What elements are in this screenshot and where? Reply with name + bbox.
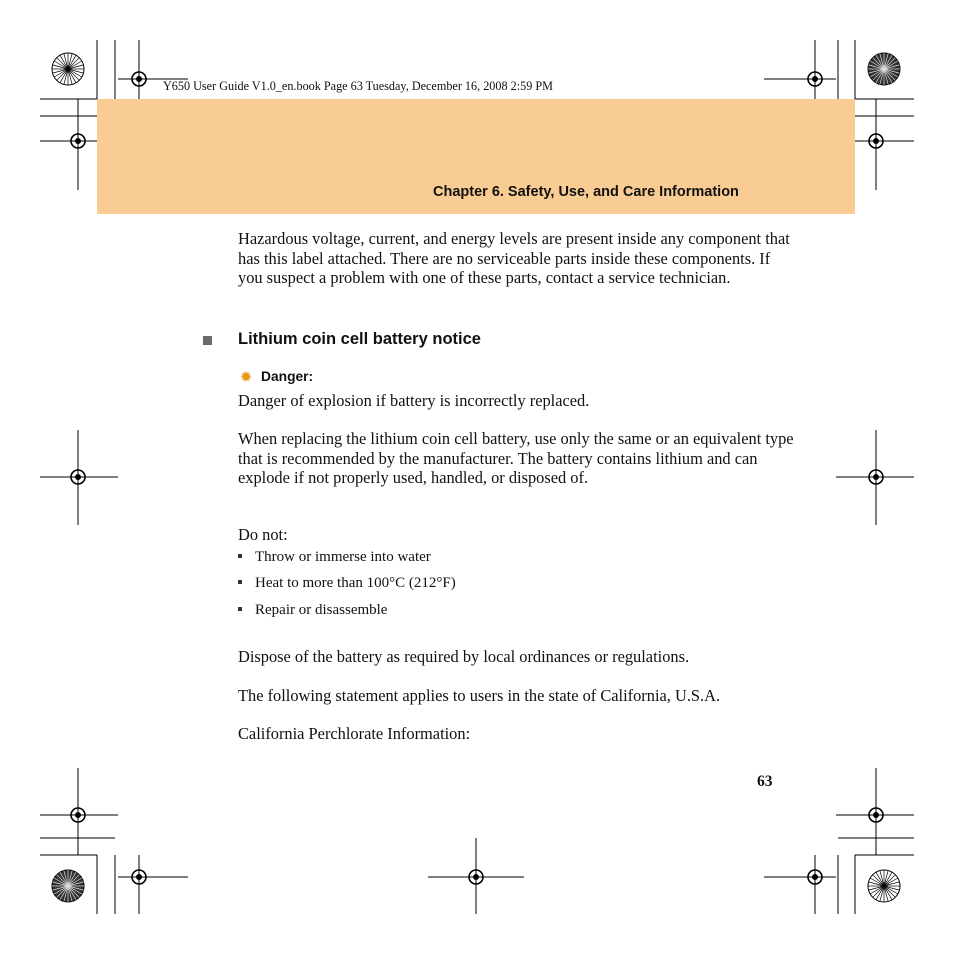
- registration-center-dot: [473, 874, 479, 880]
- list-item: [238, 575, 456, 592]
- danger-label: Danger:: [261, 369, 314, 384]
- dispose-paragraph: Dispose of the battery as required by local ordinances or regulations.: [238, 647, 690, 666]
- section-bullet-icon: [203, 336, 212, 345]
- list-item-text: Throw or immerse into water: [255, 549, 431, 565]
- do-not-label: Do not:: [238, 525, 288, 544]
- list-item: [238, 602, 387, 619]
- asterisk-warning-icon: ✹: [239, 370, 253, 386]
- danger-text: Danger of explosion if battery is incorrectly replaced.: [238, 391, 590, 410]
- list-item: [238, 549, 431, 566]
- registration-center-dot: [873, 474, 879, 480]
- california-statement: The following statement applies to users in the state of California, U.S.A.: [238, 686, 721, 705]
- list-bullet-icon: [238, 580, 242, 584]
- list-item-text: Heat to more than 100°C (212°F): [255, 575, 456, 591]
- registration-center-dot: [75, 138, 81, 144]
- registration-center-dot: [136, 874, 142, 880]
- book-info-line: Y650 User Guide V1.0_en.book Page 63 Tuesday, December 16, 2008 2:59 PM: [163, 79, 553, 93]
- list-item-text: Repair or disassemble: [255, 602, 388, 618]
- list-bullet-icon: [238, 607, 242, 611]
- perchlorate-label: California Perchlorate Information:: [238, 724, 471, 743]
- registration-center-dot: [812, 76, 818, 82]
- section-title: Lithium coin cell battery notice: [238, 330, 481, 348]
- intro-paragraph: Hazardous voltage, current, and energy levels are present inside any component that has this label attached. There are no serviceable parts inside these components. If you suspect a problem with one of these parts, contact a service technician.: [238, 229, 790, 288]
- replacement-paragraph: When replacing the lithium coin cell battery, use only the same or an equivalent type that is recommended by the manufacturer. The battery contains lithium and can explode if not properly used, handled, or disposed of.: [238, 429, 794, 488]
- page-number: 63: [757, 773, 773, 790]
- list-bullet-icon: [238, 554, 242, 558]
- registration-center-dot: [75, 474, 81, 480]
- registration-center-dot: [75, 812, 81, 818]
- registration-center-dot: [136, 76, 142, 82]
- chapter-title: Chapter 6. Safety, Use, and Care Information: [433, 184, 739, 200]
- registration-center-dot: [873, 812, 879, 818]
- registration-center-dot: [812, 874, 818, 880]
- registration-center-dot: [873, 138, 879, 144]
